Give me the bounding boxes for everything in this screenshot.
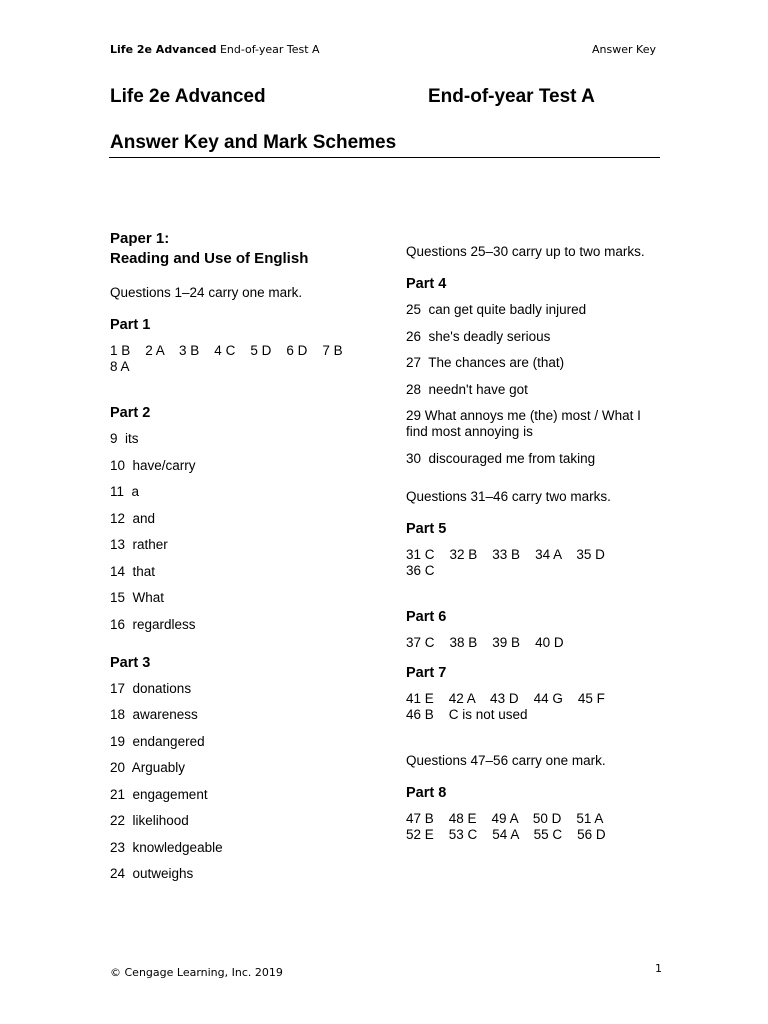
answer-item: 17 donations bbox=[110, 680, 192, 696]
test-title: End-of-year Test A bbox=[428, 86, 595, 107]
answer-item: 13 rather bbox=[110, 537, 168, 552]
part-7-answers bbox=[406, 691, 664, 723]
running-header-label: Answer Key bbox=[592, 43, 656, 56]
part-5-row-2: 36 C bbox=[406, 562, 435, 578]
part-5-row-1: 31 C 32 B 33 B 34 A 35 D bbox=[406, 546, 605, 562]
part-6-heading: Part 6 bbox=[406, 608, 447, 625]
part-4-answers bbox=[406, 302, 664, 467]
paper-heading bbox=[110, 229, 368, 269]
answer-item: 23 knowledgeable bbox=[110, 839, 223, 855]
part-3-answers bbox=[110, 681, 368, 883]
answer-item: 12 and bbox=[110, 510, 156, 526]
answer-item: 28 needn't have got bbox=[406, 381, 528, 397]
part-8-row-1: 47 B 48 E 49 A 50 D 51 A bbox=[406, 810, 604, 826]
running-header-test: End-of-year Test A bbox=[216, 43, 320, 56]
answer-item: 25 can get quite badly injured bbox=[406, 302, 587, 317]
part-5-heading: Part 5 bbox=[406, 520, 447, 537]
marks-note-31-46: Questions 31–46 carry two marks. bbox=[406, 488, 611, 504]
title-underline bbox=[109, 157, 660, 158]
answer-item: 11 a bbox=[110, 484, 140, 499]
part-6-row-1: 37 C 38 B 39 B 40 D bbox=[406, 634, 564, 650]
part-1-heading: Part 1 bbox=[110, 317, 151, 333]
part-1-row-1: 1 B 2 A 3 B 4 C 5 D 6 D 7 B bbox=[110, 343, 343, 358]
answer-item: 9 its bbox=[110, 431, 139, 446]
answer-item: 22 likelihood bbox=[110, 813, 189, 828]
answer-item: 10 have/carry bbox=[110, 457, 196, 473]
marks-note-25-30: Questions 25–30 carry up to two marks. bbox=[406, 244, 645, 259]
answer-item: 30 discouraged me from taking bbox=[406, 450, 596, 466]
part-8-heading: Part 8 bbox=[406, 784, 447, 801]
answer-item: 16 regardless bbox=[110, 616, 196, 632]
left-column bbox=[110, 229, 368, 893]
right-column bbox=[406, 244, 664, 843]
marks-note-1-24: Questions 1–24 carry one mark. bbox=[110, 285, 303, 300]
page-number: 1 bbox=[655, 962, 662, 975]
answer-item: 19 endangered bbox=[110, 733, 205, 749]
part-6-answers bbox=[406, 635, 664, 651]
part-4-heading: Part 4 bbox=[406, 276, 447, 292]
part-3-heading: Part 3 bbox=[110, 654, 151, 671]
part-2-answers bbox=[110, 431, 368, 633]
part-7-row-1: 41 E 42 A 43 D 44 G 45 F bbox=[406, 690, 605, 706]
paper-heading-line2: Reading and Use of English bbox=[110, 250, 309, 267]
answer-item: 26 she's deadly serious bbox=[406, 328, 551, 344]
part-8-answers bbox=[406, 811, 664, 843]
answer-item: 18 awareness bbox=[110, 707, 198, 722]
answer-item: 20 Arguably bbox=[110, 760, 186, 775]
part-1-row-2: 8 A bbox=[110, 359, 130, 374]
marks-note-47-56: Questions 47–56 carry one mark. bbox=[406, 752, 606, 768]
part-5-answers bbox=[406, 547, 664, 579]
answer-item: 24 outweighs bbox=[110, 866, 194, 881]
answer-item: 14 that bbox=[110, 563, 156, 579]
answer-item: 27 The chances are (that) bbox=[406, 355, 565, 370]
part-2-heading: Part 2 bbox=[110, 405, 151, 421]
running-header-course: Life 2e Advanced bbox=[110, 43, 217, 56]
answer-item: 15 What bbox=[110, 590, 165, 605]
copyright-footer: © Cengage Learning, Inc. 2019 bbox=[110, 966, 283, 979]
part-8-row-2: 52 E 53 C 54 A 55 C 56 D bbox=[406, 826, 606, 842]
part-7-row-2: 46 B C is not used bbox=[406, 706, 528, 722]
page-title: Answer Key and Mark Schemes bbox=[110, 132, 397, 153]
answer-item: 21 engagement bbox=[110, 786, 208, 802]
part-1-answers bbox=[110, 343, 368, 375]
course-title: Life 2e Advanced bbox=[110, 86, 266, 107]
running-header-title bbox=[110, 43, 320, 56]
part-7-heading: Part 7 bbox=[406, 664, 447, 681]
answer-item: 29 What annoys me (the) most / What I find most annoying is bbox=[406, 408, 641, 439]
paper-heading-line1: Paper 1: bbox=[110, 230, 170, 247]
